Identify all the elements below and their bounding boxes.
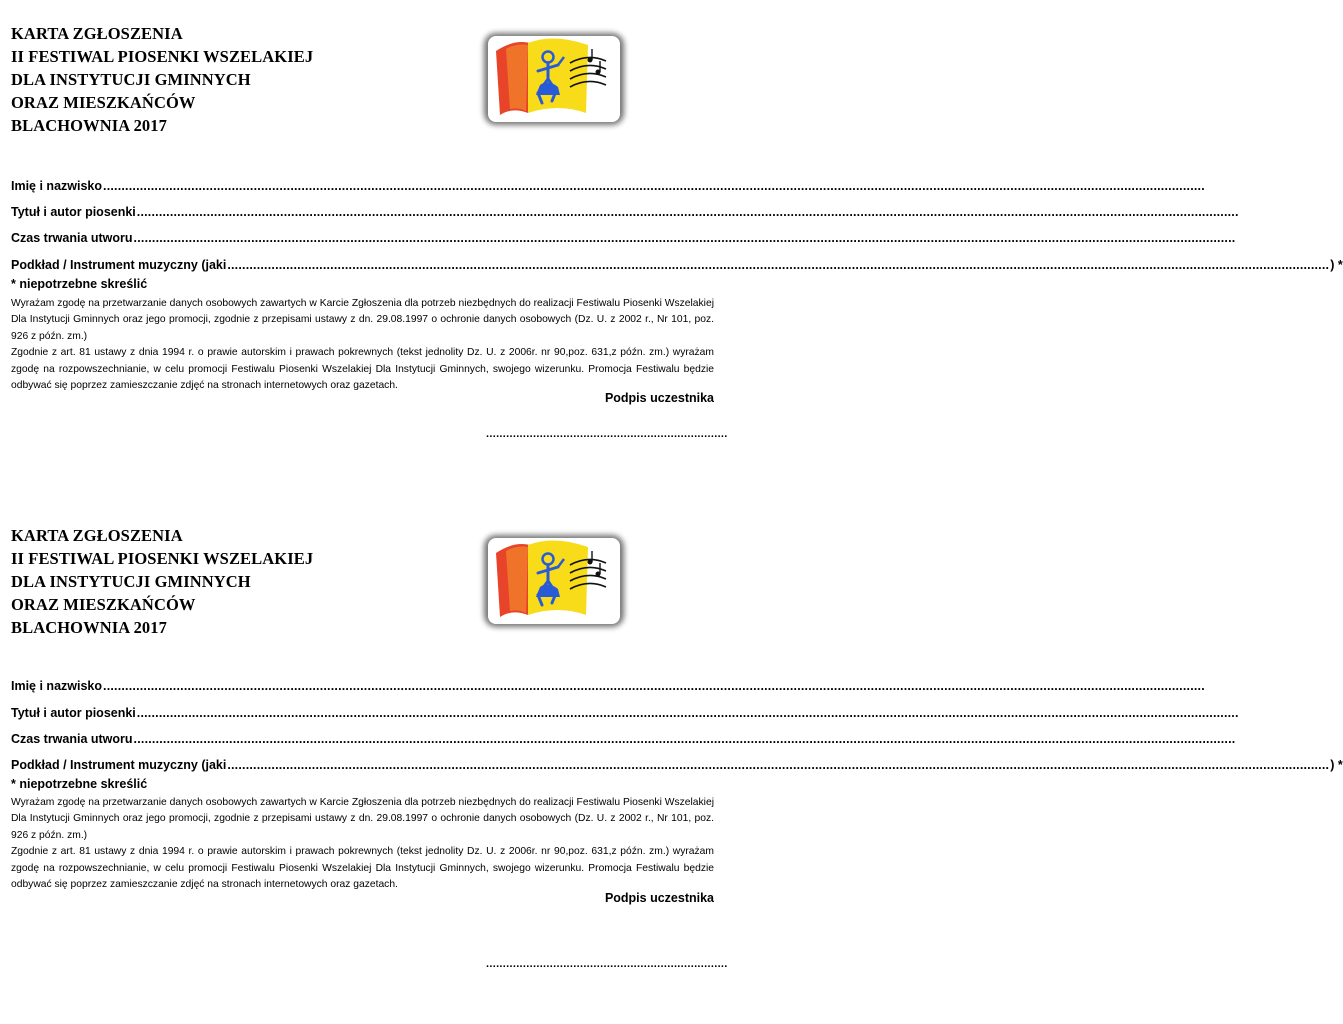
song-fill-line[interactable] bbox=[137, 705, 1239, 721]
consent-text bbox=[11, 795, 714, 893]
title-line: DLA INSTYTUCJI GMINNYCH bbox=[11, 70, 251, 89]
name-fill-line[interactable] bbox=[103, 678, 1205, 694]
consent-data-processing: Wyrażam zgodę na przetwarzanie danych osobowych zawartych w Karcie Zgłoszenia dla potrzeb niezbędnych do realizacji Festiwalu Piosenki Wszelakiej Dla Instytucji Gminnych oraz jego promocji, zgodnie z przepisami ustawy z dn. 29.08.1997 o ochronie danych osobowych (Dz. U. z 2002 r., Nr 101, poz. 926 z późn. zm.) bbox=[11, 797, 714, 841]
strike-note: * niepotrzebne skreślić bbox=[11, 777, 148, 791]
song-field[interactable] bbox=[11, 705, 713, 721]
title-line: KARTA ZGŁOSZENIA bbox=[11, 24, 183, 43]
consent-image-rights: Zgodnie z art. 81 ustawy z dnia 1994 r. o prawie autorskim i prawach pokrewnych (tekst jednolity Dz. U. z 2006r. nr 90,poz. 631,z późn. zm.) wyrażam zgodę na rozpowszechnianie, w celu promocji Festiwalu Piosenki Wszelakiej Dla Instytucji Gminnych, swojego wizerunku. Promocja Festiwalu będzie odbywać się poprzez zamieszczanie zdjęć na stronach internetowych oraz gazetach. bbox=[11, 846, 714, 891]
signature-line[interactable]: ........................................................................ bbox=[486, 428, 728, 440]
backing-label: Podkład / Instrument muzyczny (jaki bbox=[11, 258, 227, 272]
title-line: KARTA ZGŁOSZENIA bbox=[11, 526, 183, 545]
song-field[interactable] bbox=[11, 204, 713, 220]
backing-label: Podkład / Instrument muzyczny (jaki bbox=[11, 758, 227, 772]
name-fill-line[interactable] bbox=[103, 178, 1205, 194]
festival-logo bbox=[478, 529, 630, 633]
form-title bbox=[11, 524, 313, 639]
title-line: DLA INSTYTUCJI GMINNYCH bbox=[11, 572, 251, 591]
duration-field[interactable] bbox=[11, 731, 713, 747]
backing-field[interactable] bbox=[11, 257, 1343, 273]
signature-line[interactable]: ........................................................................ bbox=[486, 958, 728, 970]
form-title bbox=[11, 22, 313, 137]
name-label: Imię i nazwisko bbox=[11, 679, 103, 693]
registration-form-1 bbox=[0, 0, 1343, 502]
registration-form-2 bbox=[0, 502, 1343, 1004]
duration-fill-line[interactable] bbox=[134, 230, 1236, 246]
backing-suffix: ) * bbox=[1330, 758, 1343, 772]
consent-data-processing: Wyrażam zgodę na przetwarzanie danych osobowych zawartych w Karcie Zgłoszenia dla potrzeb niezbędnych do realizacji Festiwalu Piosenki Wszelakiej Dla Instytucji Gminnych oraz jego promocji, zgodnie z przepisami ustawy z dn. 29.08.1997 o ochronie danych osobowych (Dz. U. z 2002 r., Nr 101, poz. 926 z późn. zm.) bbox=[11, 298, 714, 342]
duration-field[interactable] bbox=[11, 230, 708, 246]
strike-note: * niepotrzebne skreślić bbox=[11, 277, 148, 291]
song-label: Tytuł i autor piosenki bbox=[11, 706, 136, 720]
duration-label: Czas trwania utworu bbox=[11, 231, 133, 245]
consent-image-rights: Zgodnie z art. 81 ustawy z dnia 1994 r. o prawie autorskim i prawach pokrewnych (tekst jednolity Dz. U. z 2006r. nr 90,poz. 631,z późn. zm.) wyrażam zgodę na rozpowszechnianie, w celu promocji Festiwalu Piosenki Wszelakiej Dla Instytucji Gminnych, swojego wizerunku. Promocja Festiwalu będzie odbywać się poprzez zamieszczanie zdjęć na stronach internetowych oraz gazetach. bbox=[11, 347, 714, 392]
backing-fill-line[interactable] bbox=[227, 257, 1329, 273]
song-fill-line[interactable] bbox=[137, 204, 1239, 220]
title-line: BLACHOWNIA 2017 bbox=[11, 116, 167, 135]
festival-logo bbox=[478, 27, 630, 131]
title-line: II FESTIWAL PIOSENKI WSZELAKIEJ bbox=[11, 549, 314, 568]
signature-label: Podpis uczestnika bbox=[604, 891, 714, 905]
duration-fill-line[interactable] bbox=[134, 731, 1236, 747]
backing-suffix: ) * bbox=[1330, 258, 1343, 272]
signature-label: Podpis uczestnika bbox=[604, 391, 714, 405]
song-label: Tytuł i autor piosenki bbox=[11, 205, 136, 219]
backing-field[interactable] bbox=[11, 757, 1343, 773]
consent-text bbox=[11, 296, 714, 394]
backing-fill-line[interactable] bbox=[227, 757, 1329, 773]
name-field[interactable] bbox=[11, 678, 713, 694]
title-line: BLACHOWNIA 2017 bbox=[11, 618, 167, 637]
title-line: ORAZ MIESZKAŃCÓW bbox=[11, 595, 196, 614]
duration-label: Czas trwania utworu bbox=[11, 732, 133, 746]
title-line: ORAZ MIESZKAŃCÓW bbox=[11, 93, 196, 112]
name-field[interactable] bbox=[11, 178, 713, 194]
name-label: Imię i nazwisko bbox=[11, 179, 103, 193]
title-line: II FESTIWAL PIOSENKI WSZELAKIEJ bbox=[11, 47, 314, 66]
